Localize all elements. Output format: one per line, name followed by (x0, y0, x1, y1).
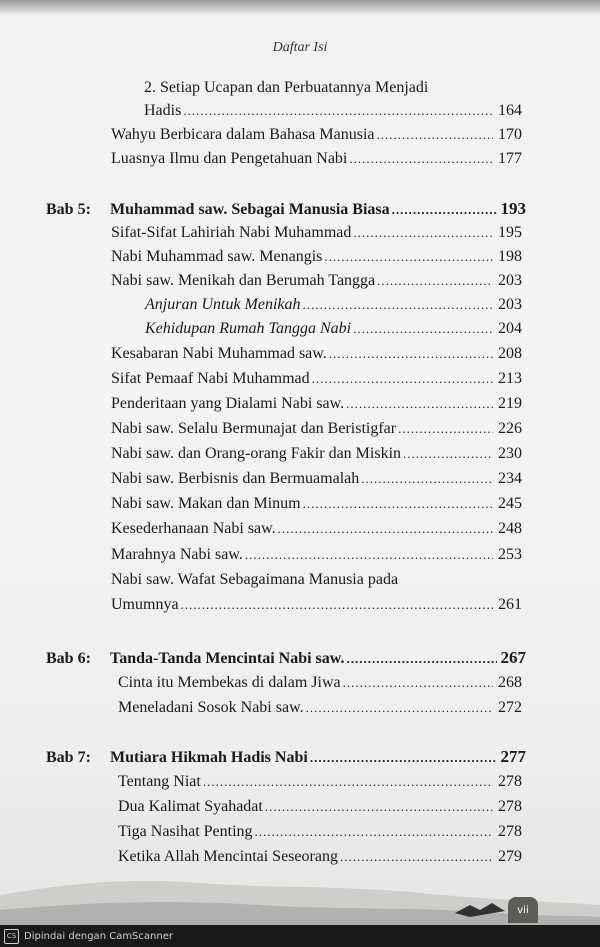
leader-dots (329, 346, 493, 362)
toc-entry (111, 596, 522, 614)
leader-dots (245, 547, 493, 563)
leader-dots (324, 249, 493, 265)
toc-entry (111, 150, 522, 168)
scanner-watermark (0, 925, 600, 947)
toc-page-number: 245 (498, 495, 522, 512)
toc-entry-text: Hadis (144, 102, 182, 119)
toc-entry-text: Marahnya Nabi saw. (111, 546, 243, 563)
toc-entry (111, 395, 522, 413)
toc-page-number: 261 (498, 596, 522, 613)
leader-dots (303, 297, 493, 313)
leader-dots (265, 799, 493, 815)
toc-entry (111, 495, 522, 513)
toc-page-number: 278 (498, 823, 522, 840)
toc-page-number: 226 (498, 420, 522, 437)
toc-entry-text: Nabi saw. dan Orang-orang Fakir dan Miskin (111, 445, 402, 462)
leader-dots (303, 496, 493, 512)
toc-page-number: 278 (498, 773, 522, 790)
toc-entry (111, 546, 522, 564)
leader-dots (346, 396, 493, 412)
toc-entry-text: Nabi saw. Wafat Sebagaimana Manusia pada (111, 571, 399, 588)
toc-entry (111, 272, 522, 290)
toc-page-number: 204 (498, 320, 522, 337)
toc-entry-text: Sifat-Sifat Lahiriah Nabi Muhammad (111, 224, 352, 241)
toc-entry (144, 102, 522, 120)
toc-entry-text: Cinta itu Membekas di dalam Jiwa (118, 674, 341, 691)
chapter-title: Mutiara Hikmah Hadis Nabi (110, 749, 308, 766)
toc-entry (118, 823, 522, 841)
leader-dots (343, 675, 493, 691)
page-header: Daftar Isi (272, 40, 328, 55)
toc-entry-text: Kesabaran Nabi Muhammad saw. (111, 345, 327, 362)
toc-page-number: 277 (500, 747, 526, 766)
toc-entry-text: Umumnya (111, 596, 179, 613)
toc-page-number: 198 (498, 248, 522, 265)
page-number-tab: vii (508, 897, 538, 923)
leader-dots (310, 750, 497, 766)
toc-page-number: 203 (498, 296, 522, 313)
toc-chapter (46, 199, 526, 219)
leader-dots (346, 651, 497, 667)
camscanner-logo: CS (4, 929, 19, 944)
leader-dots (183, 103, 493, 119)
leader-dots (181, 597, 493, 613)
toc-chapter (46, 747, 526, 767)
leader-dots (278, 521, 493, 537)
toc-entry (111, 224, 522, 242)
toc-subentry (145, 320, 522, 338)
chapter-number: Bab 5: (46, 201, 91, 218)
page-top-edge (0, 0, 600, 14)
leader-dots (377, 127, 494, 143)
toc-entry (118, 674, 522, 692)
toc-page-number: 253 (498, 546, 522, 563)
toc-entry-text: Kesederhanaan Nabi saw. (111, 520, 276, 537)
toc-entry-text: Nabi saw. Menikah dan Berumah Tangga (111, 272, 376, 289)
toc-page-number: 267 (500, 648, 526, 667)
leader-dots (392, 202, 497, 218)
toc-entry (111, 470, 522, 488)
toc-entry (111, 445, 522, 463)
toc-page-number: 203 (498, 272, 522, 289)
toc-entry-text: Dua Kalimat Syahadat (118, 798, 263, 815)
toc-entry-text: Anjuran Untuk Menikah (145, 296, 301, 313)
toc-subentry (145, 296, 522, 314)
toc-page-number: 272 (498, 699, 522, 716)
leader-dots (255, 824, 493, 840)
toc-entry (118, 798, 522, 816)
toc-page-number: 219 (498, 395, 522, 412)
leader-dots (353, 225, 493, 241)
toc-page-number: 213 (498, 370, 522, 387)
toc-entry-text: Ketika Allah Mencintai Seseorang (118, 848, 338, 865)
toc-page-number: 195 (498, 224, 522, 241)
toc-page-number: 230 (498, 445, 522, 462)
toc-page-number: 268 (498, 674, 522, 691)
toc-entry-text: Tiga Nasihat Penting (118, 823, 253, 840)
toc-entry-text: Kehidupan Rumah Tangga Nabi (145, 320, 352, 337)
toc-entry-text: Tentang Niat (118, 773, 201, 790)
leader-dots (361, 471, 493, 487)
toc-page-number: 234 (498, 470, 522, 487)
leader-dots (312, 371, 493, 387)
toc-entry (111, 248, 522, 266)
leader-dots (203, 774, 493, 790)
toc-page-number: 193 (500, 199, 526, 218)
leader-dots (377, 273, 493, 289)
leader-dots (349, 151, 493, 167)
scanner-text: Dipindai dengan CamScanner (24, 930, 173, 942)
toc-entry (111, 345, 522, 363)
toc-entry (111, 420, 522, 438)
toc-entry-text: Penderitaan yang Dialami Nabi saw. (111, 395, 345, 412)
toc-entry (111, 520, 522, 538)
toc-entry (111, 126, 522, 144)
toc-page-number: 278 (498, 798, 522, 815)
leader-dots (353, 321, 493, 337)
toc-entry-text: Nabi Muhammad saw. Menangis (111, 248, 323, 265)
chapter-title: Muhammad saw. Sebagai Manusia Biasa (110, 201, 390, 218)
toc-chapter (46, 648, 526, 668)
toc-entry-text: Nabi saw. Selalu Bermunajat dan Beristigfar (111, 420, 397, 437)
toc-entry-text: Nabi saw. Makan dan Minum (111, 495, 301, 512)
toc-entry-text: Wahyu Berbicara dalam Bahasa Manusia (111, 126, 375, 143)
chapter-number: Bab 6: (46, 650, 91, 667)
chapter-title: Tanda-Tanda Mencintai Nabi saw. (110, 650, 345, 667)
toc-page-number: 248 (498, 520, 522, 537)
toc-entry-text: Sifat Pemaaf Nabi Muhammad (111, 370, 310, 387)
toc-entry-text: Nabi saw. Berbisnis dan Bermuamalah (111, 470, 360, 487)
leader-dots (306, 700, 493, 716)
toc-entry-text: Luasnya Ilmu dan Pengetahuan Nabi (111, 150, 348, 167)
toc-entry (118, 773, 522, 791)
toc-entry (111, 370, 522, 388)
toc-entry-text: 2. Setiap Ucapan dan Perbuatannya Menjadi (144, 79, 429, 96)
leader-dots (398, 421, 493, 437)
toc-entry-text: Meneladani Sosok Nabi saw. (118, 699, 304, 716)
toc-page-number: 279 (498, 848, 522, 865)
chapter-number: Bab 7: (46, 749, 91, 766)
toc-page-number: 177 (498, 150, 522, 167)
toc-entry (118, 699, 522, 717)
leader-dots (403, 446, 493, 462)
toc-page-number: 164 (498, 102, 522, 119)
toc-page-number: 208 (498, 345, 522, 362)
toc-page-number: 170 (498, 126, 522, 143)
